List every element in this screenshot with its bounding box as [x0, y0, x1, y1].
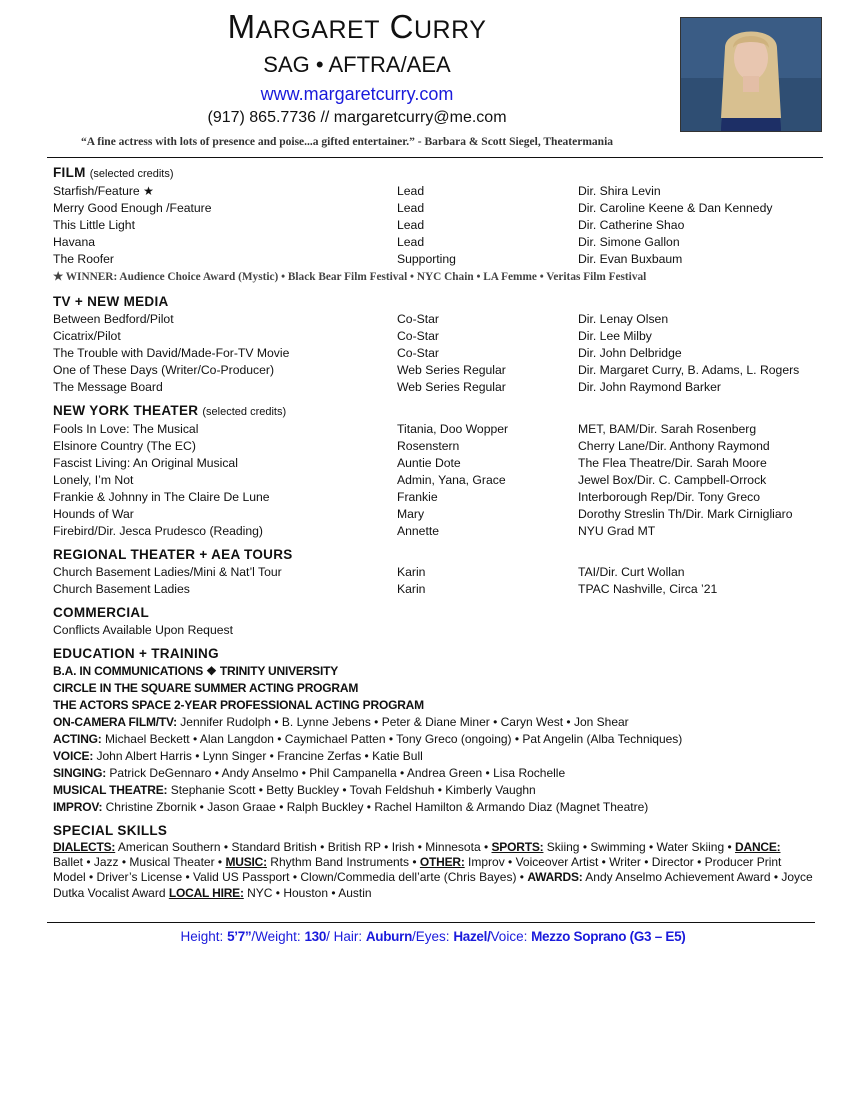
resume-header [0, 0, 850, 160]
press-quote: “A fine actress with lots of presence and poise...a gifted entertainer.” - Barbara & Scott Siegel, Theatermania [80, 136, 614, 148]
credit-row: Cicatrix/Pilot Co-Star Dir. Lee Milby [53, 329, 652, 343]
film-section-title: FILM (selected credits) [53, 165, 174, 180]
credit-row: Frankie & Johnny in The Claire De Lune Frankie Interborough Rep/Dir. Tony Greco [53, 490, 761, 504]
headshot-photo [680, 17, 822, 132]
degree-line: CIRCLE IN THE SQUARE SUMMER ACTING PROGRAM [53, 681, 359, 695]
credit-row: Church Basement Ladies/Mini & Nat’l Tour Karin TAI/Dir. Curt Wollan [53, 565, 685, 579]
credit-row: Firebird/Dir. Jesca Prudesco (Reading) Annette NYU Grad MT [53, 524, 656, 538]
skills-section-title: SPECIAL SKILLS [53, 823, 168, 838]
credit-row: Lonely, I’m Not Admin, Yana, Grace Jewel Box/Dir. C. Campbell-Orrock [53, 473, 767, 487]
website-link[interactable]: www.margaretcurry.com [260, 84, 454, 104]
union-affiliation: SAG • AFTRA/AEA [263, 52, 451, 77]
credit-row: The Trouble with David/Made-For-TV Movie Co-Star Dir. John Delbridge [53, 346, 682, 360]
training-line: VOICE: John Albert Harris • Lynn Singer • Francine Zerfas • Katie Bull [53, 749, 423, 763]
credit-row: Fascist Living: An Original Musical Auntie Dote The Flea Theatre/Dir. Sarah Moore [53, 456, 767, 470]
training-line: SINGING: Patrick DeGennaro • Andy Anselmo • Phil Campanella • Andrea Green • Lisa Rochelle [53, 766, 566, 780]
degree-line: B.A. IN COMMUNICATIONS ❖ TRINITY UNIVERSITY [53, 664, 339, 678]
credit-row: Starfish/Feature ★ Lead Dir. Shira Levin [53, 184, 661, 198]
education-section-title: EDUCATION + TRAINING [53, 646, 219, 661]
training-line: ON-CAMERA FILM/TV: Jennifer Rudolph • B. Lynne Jebens • Peter & Diane Miner • Caryn West • Jon Shear [53, 715, 629, 729]
credit-row: The Roofer Supporting Dir. Evan Buxbaum [53, 252, 683, 266]
header-divider [47, 157, 823, 158]
training-line: MUSICAL THEATRE: Stephanie Scott • Betty Buckley • Tovah Feldshuh • Kimberly Vaughn [53, 783, 536, 797]
film-award-note: ★ WINNER: Audience Choice Award (Mystic) • Black Bear Film Festival • NYC Chain • LA Femme • Veritas Film Festival [53, 271, 647, 283]
ny-theater-section-title: NEW YORK THEATER (selected credits) [53, 403, 287, 418]
credit-row: Elsinore Country (The EC) Rosenstern Cherry Lane/Dir. Anthony Raymond [53, 439, 770, 453]
credit-row: Hounds of War Mary Dorothy Streslin Th/Dir. Mark Cirnigliaro [53, 507, 793, 521]
regional-section-title: REGIONAL THEATER + AEA TOURS [53, 547, 293, 562]
commercial-note: Conflicts Available Upon Request [53, 623, 233, 637]
credit-row: The Message Board Web Series Regular Dir. John Raymond Barker [53, 380, 721, 394]
credit-row: Church Basement Ladies Karin TPAC Nashville, Circa ’21 [53, 582, 718, 596]
contact-info: (917) 865.7736 // margaretcurry@me.com [207, 109, 507, 126]
credit-row: This Little Light Lead Dir. Catherine Shao [53, 218, 685, 232]
skills-paragraph: DIALECTS: American Southern • Standard British • British RP • Irish • Minnesota • SPORTS: Skiing • Swimming • Water Skiing • DANCE: Ballet • Jazz • Musical Theater • MUSIC: Rhythm Band Instruments • OTHER: Improv • Voiceover Artist • Writer • Director • Producer Print Model • Driver’s License • Valid US Passport • Clown/Commedia dell’arte (Chris Bayes) • AWARDS: Andy Anselmo Achievement Award • Joyce Dutka Vocalist Award LOCAL HIRE: NYC • Houston • Austin [53, 840, 813, 900]
degree-line: THE ACTORS SPACE 2-YEAR PROFESSIONAL ACTING PROGRAM [53, 698, 424, 712]
commercial-section-title: COMMERCIAL [53, 605, 149, 620]
training-line: IMPROV: Christine Zbornik • Jason Graae • Ralph Buckley • Rachel Hamilton & Armando Diaz (Magnet Theatre) [53, 800, 649, 814]
credit-row: One of These Days (Writer/Co-Producer) Web Series Regular Dir. Margaret Curry, B. Adams, L. Rogers [53, 363, 800, 377]
actor-name: MARGARET CURRY [227, 8, 487, 45]
headshot-image [681, 18, 821, 131]
credit-row: Merry Good Enough /Feature Lead Dir. Caroline Keene & Dan Kennedy [53, 201, 773, 215]
training-line: ACTING: Michael Beckett • Alan Langdon • Caymichael Patten • Tony Greco (ongoing) • Pat Angelin (Alba Techniques) [53, 732, 683, 746]
footer-divider [47, 922, 815, 923]
resume-body [53, 164, 823, 901]
credit-row: Havana Lead Dir. Simone Gallon [53, 235, 680, 249]
physical-stats: Height: 5’7”/Weight: 130/ Hair: Auburn/Eyes: Hazel/Voice: Mezzo Soprano (G3 – E5) [180, 929, 686, 944]
credit-row: Between Bedford/Pilot Co-Star Dir. Lenay Olsen [53, 312, 669, 326]
credit-row: Fools In Love: The Musical Titania, Doo Wopper MET, BAM/Dir. Sarah Rosenberg [53, 422, 757, 436]
tv-section-title: TV + NEW MEDIA [53, 294, 169, 309]
